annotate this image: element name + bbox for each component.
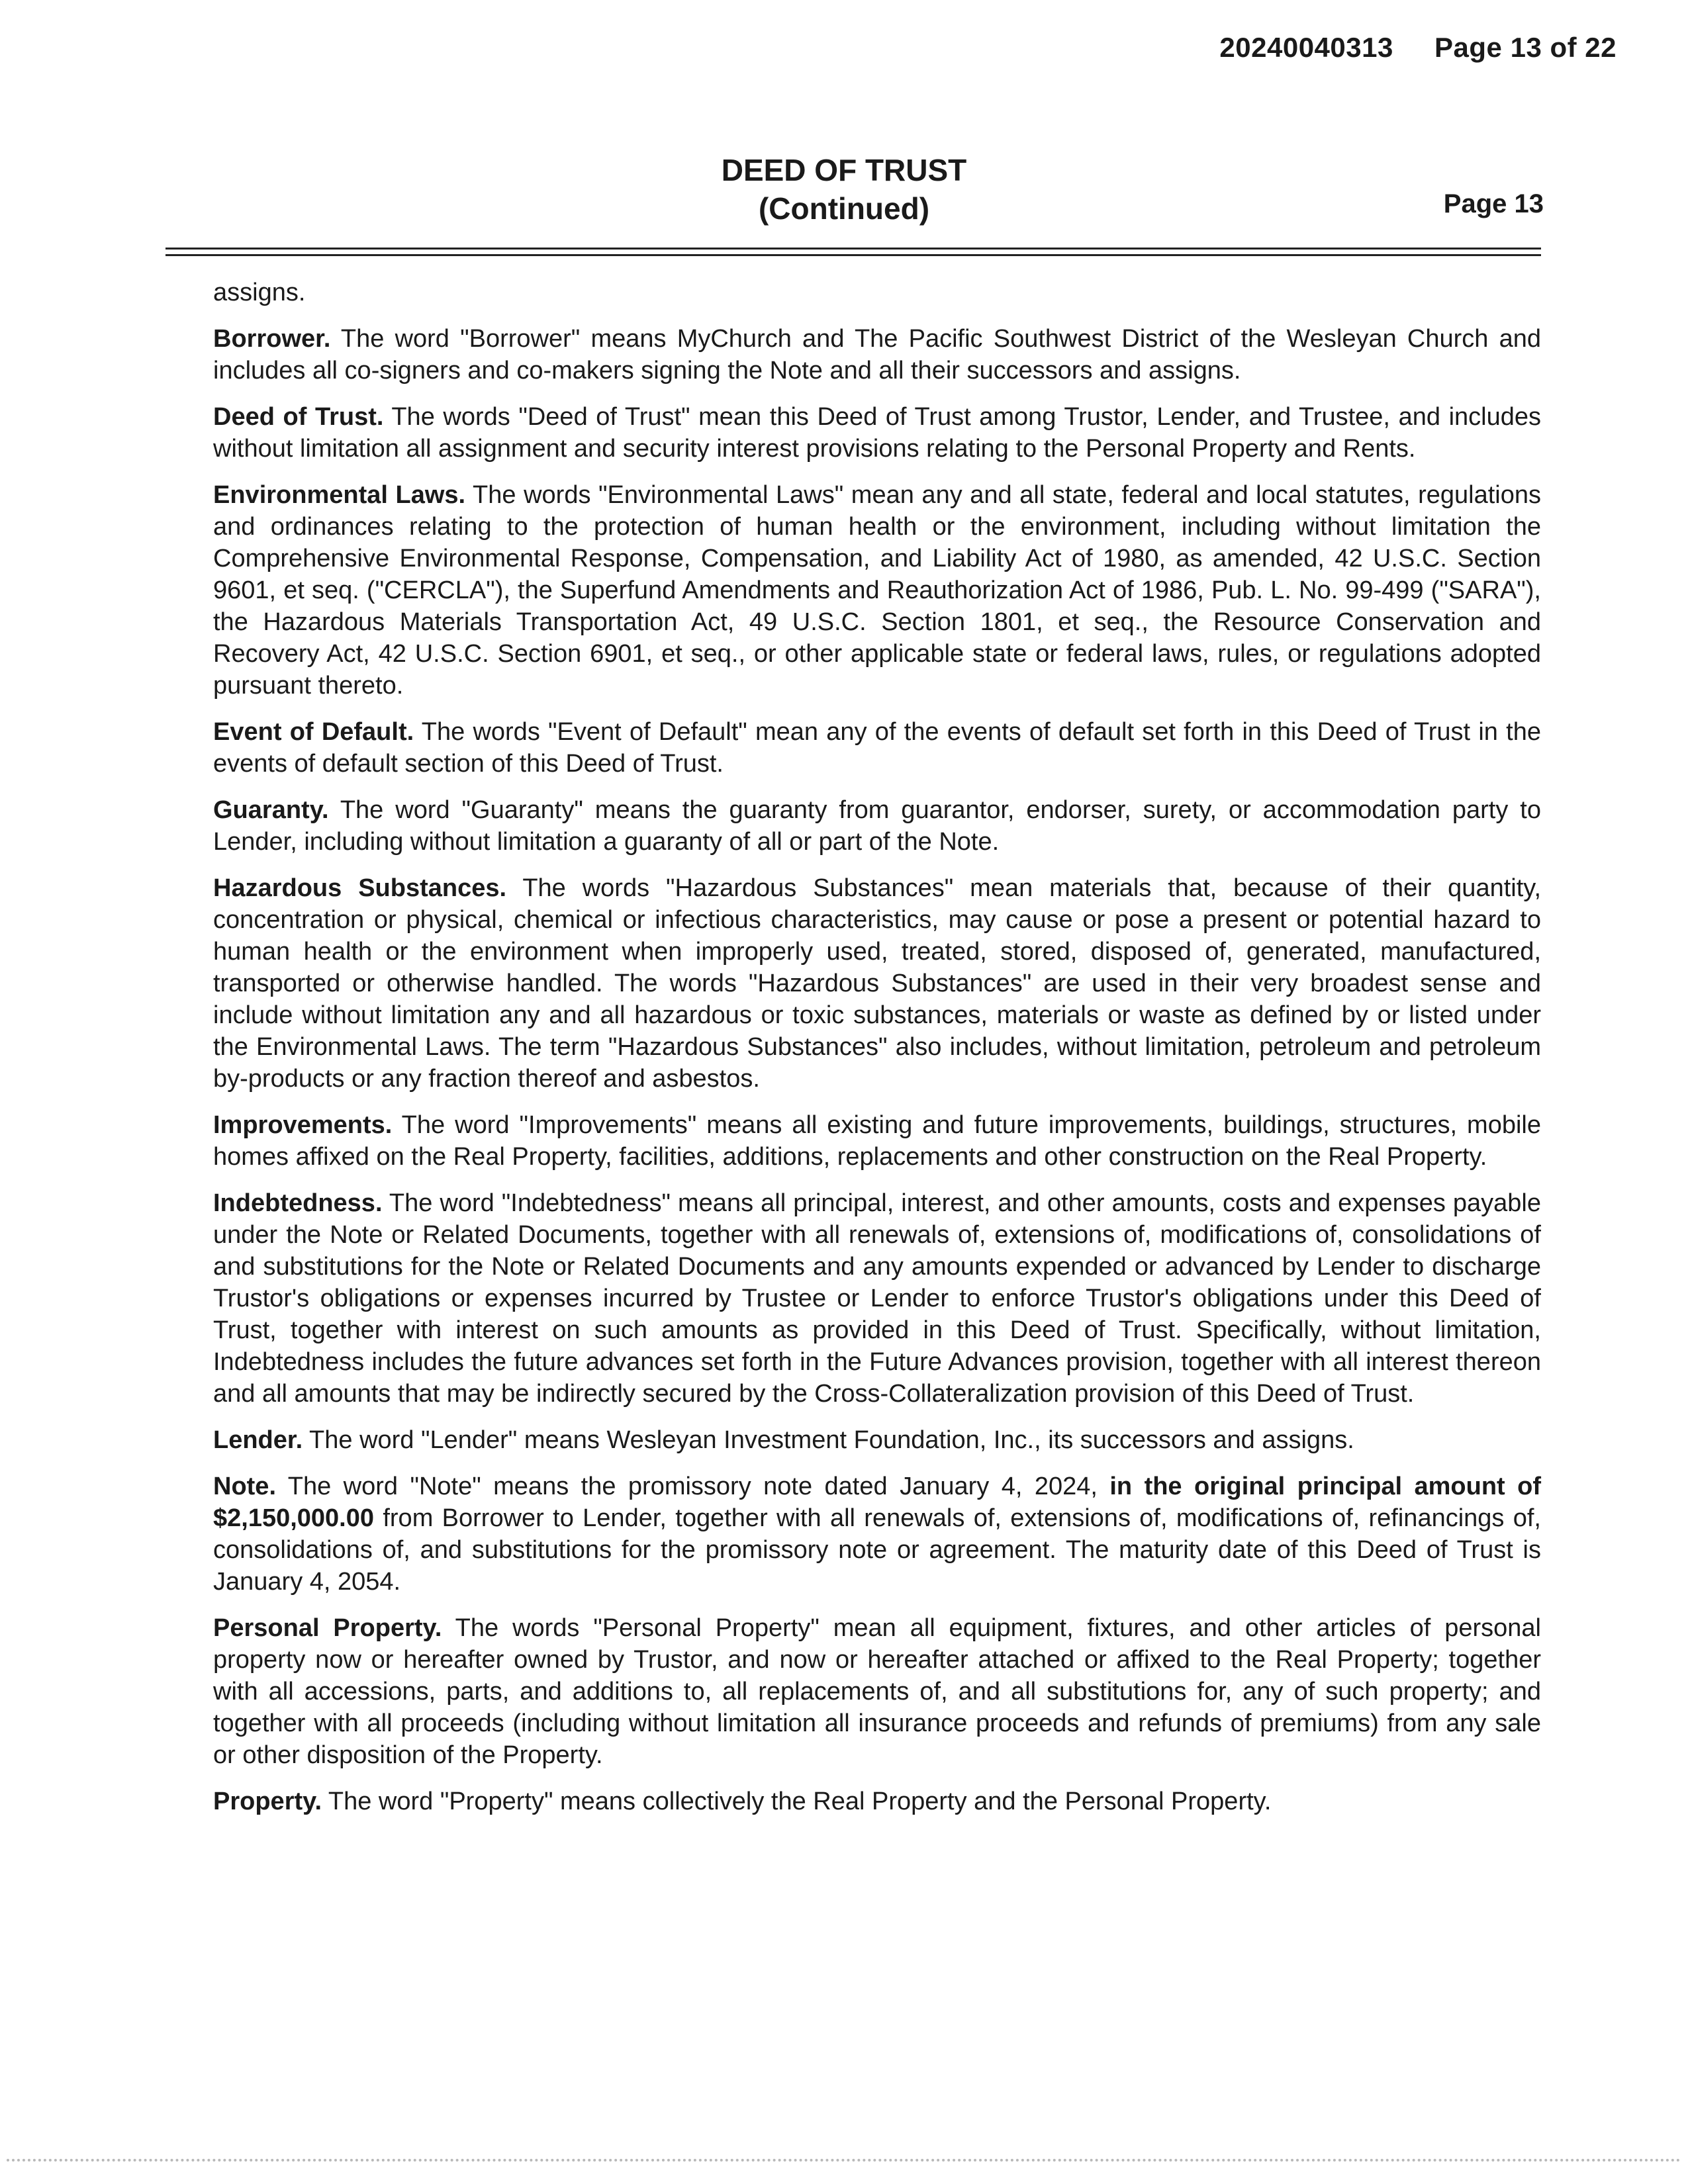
definition-text: The word "Borrower" means MyChurch and The Pacific Southwest District of the Wesleyan Church and includes all co-signers and co-makers signing the Note and all their successors and assigns.: [213, 325, 1542, 385]
definition-term: Hazardous Substances.: [213, 874, 507, 902]
document-subtitle: (Continued): [758, 191, 930, 226]
definition-personal-property: [213, 1612, 1541, 1771]
definition-term: Lender.: [213, 1426, 303, 1454]
definition-event-of-default: [213, 716, 1541, 780]
definition-property: [213, 1786, 1541, 1817]
definition-term: Guaranty.: [213, 796, 329, 824]
definition-hazardous-substances: [213, 872, 1541, 1095]
definition-term: Deed of Trust.: [213, 403, 384, 431]
definition-term: Event of Default.: [213, 718, 414, 746]
page-count: Page 13 of 22: [1434, 32, 1617, 63]
definition-text: The word "Note" means the promissory note dated January 4, 2024,: [287, 1473, 1098, 1500]
definition-term: Indebtedness.: [213, 1189, 383, 1217]
scan-artifact-line: [7, 2159, 1681, 2161]
definition-lender: [213, 1424, 1541, 1456]
definition-improvements: [213, 1109, 1541, 1173]
definition-note: [213, 1471, 1541, 1598]
document-body: [213, 277, 1541, 1832]
definition-text: The word "Guaranty" means the guaranty from guarantor, endorser, surety, or accommodation party to Lender, including without limitation a guaranty of all or part of the Note.: [213, 796, 1541, 856]
recording-stamp: [1219, 32, 1617, 64]
definition-borrower: [213, 323, 1541, 387]
document-header: [0, 151, 1688, 228]
definition-text: The word "Lender" means Wesleyan Investment Foundation, Inc., its successors and assigns.: [309, 1426, 1354, 1454]
definition-text: The word "Improvements" means all existing and future improvements, buildings, structures, mobile homes affixed on the Real Property, facilities, additions, replacements and other construction on the Real Property.: [213, 1111, 1542, 1171]
header-rule-bottom: [165, 254, 1541, 256]
definition-term: Borrower.: [213, 325, 331, 353]
document-number: 20240040313: [1219, 32, 1393, 63]
document-title: DEED OF TRUST: [721, 153, 967, 187]
definition-text: The words "Personal Property" mean all equipment, fixtures, and other articles of personal property now or hereafter owned by Trustor, and now or hereafter attached or affixed to the Real Property; together with all accessions, parts, and additions to, all replacements of, and all substitutions for, any of such property; and together with all proceeds (including without limitation all insurance proceeds and refunds of premiums) from any sale or other disposition of the Property.: [213, 1614, 1541, 1769]
definition-text: The word "Indebtedness" means all principal, interest, and other amounts, costs and expenses payable under the Note or Related Documents, together with all renewals of, extensions of, modifications of, consolidations of and substitutions for the Note or Related Documents and any amounts expended or advanced by Lender to discharge Trustor's obligations or expenses incurred by Trustee or Lender to enforce Trustor's obligations under this Deed of Trust, together with interest on such amounts as provided in this Deed of Trust. Specifically, without limitation, Indebtedness includes the future advances set forth in the Future Advances provision, together with all interest thereon and all amounts that may be indirectly secured by the Cross-Collateralization provision of this Deed of Trust.: [213, 1189, 1541, 1408]
definition-text: The words "Deed of Trust" mean this Deed of Trust among Trustor, Lender, and Trustee, and includes without limitation all assignment and security interest provisions relating to the Personal Property and Rents.: [213, 403, 1541, 463]
principal-amount: in the original principal amount of $2,150,000.00: [213, 1473, 1541, 1532]
definition-text-continued: from Borrower to Lender, together with all renewals of, extensions of, modifications of, refinancings of, consolidations of, and substitutions for the promissory note or agreement. The maturity date of this Deed of Trust is January 4, 2054.: [213, 1504, 1541, 1596]
definition-guaranty: [213, 794, 1541, 858]
definition-text: The words "Hazardous Substances" mean materials that, because of their quantity, concentration or physical, chemical or infectious characteristics, may cause or pose a present or potential hazard to human health or the environment when improperly used, treated, stored, disposed of, generated, manufactured, transported or otherwise handled. The words "Hazardous Substances" are used in their very broadest sense and include without limitation any and all hazardous or toxic substances, materials or waste as defined by or listed under the Environmental Laws. The term "Hazardous Substances" also includes, without limitation, petroleum and petroleum by-products or any fraction thereof and asbestos.: [213, 874, 1542, 1093]
definition-term: Property.: [213, 1788, 322, 1815]
definition-deed-of-trust: [213, 401, 1541, 465]
header-rule-top: [165, 248, 1541, 250]
definition-text: The words "Event of Default" mean any of the events of default set forth in this Deed of Trust in the events of default section of this Deed of Trust.: [213, 718, 1541, 778]
definition-term: Personal Property.: [213, 1614, 442, 1642]
definition-term: Improvements.: [213, 1111, 393, 1139]
definition-text: The word "Property" means collectively the Real Property and the Personal Property.: [328, 1788, 1272, 1815]
continued-text: assigns.: [213, 279, 306, 306]
definition-term: Note.: [213, 1473, 276, 1500]
definition-indebtedness: [213, 1187, 1541, 1410]
page-number: Page 13: [1443, 189, 1544, 218]
definition-environmental-laws: [213, 479, 1541, 702]
definition-term: Environmental Laws.: [213, 481, 466, 509]
definition-text: The words "Environmental Laws" mean any and all state, federal and local statutes, regulations and ordinances relating to the protection of human health or the environment, including without limitation the Comprehensive Environmental Response, Compensation, and Liability Act of 1980, as amended, 42 U.S.C. Section 9601, et seq. ("CERCLA"), the Superfund Amendments and Reauthorization Act of 1986, Pub. L. No. 99-499 ("SARA"), the Hazardous Materials Transportation Act, 49 U.S.C. Section 1801, et seq., the Resource Conservation and Recovery Act, 42 U.S.C. Section 6901, et seq., or other applicable state or federal laws, rules, or regulations adopted pursuant thereto.: [213, 481, 1542, 700]
